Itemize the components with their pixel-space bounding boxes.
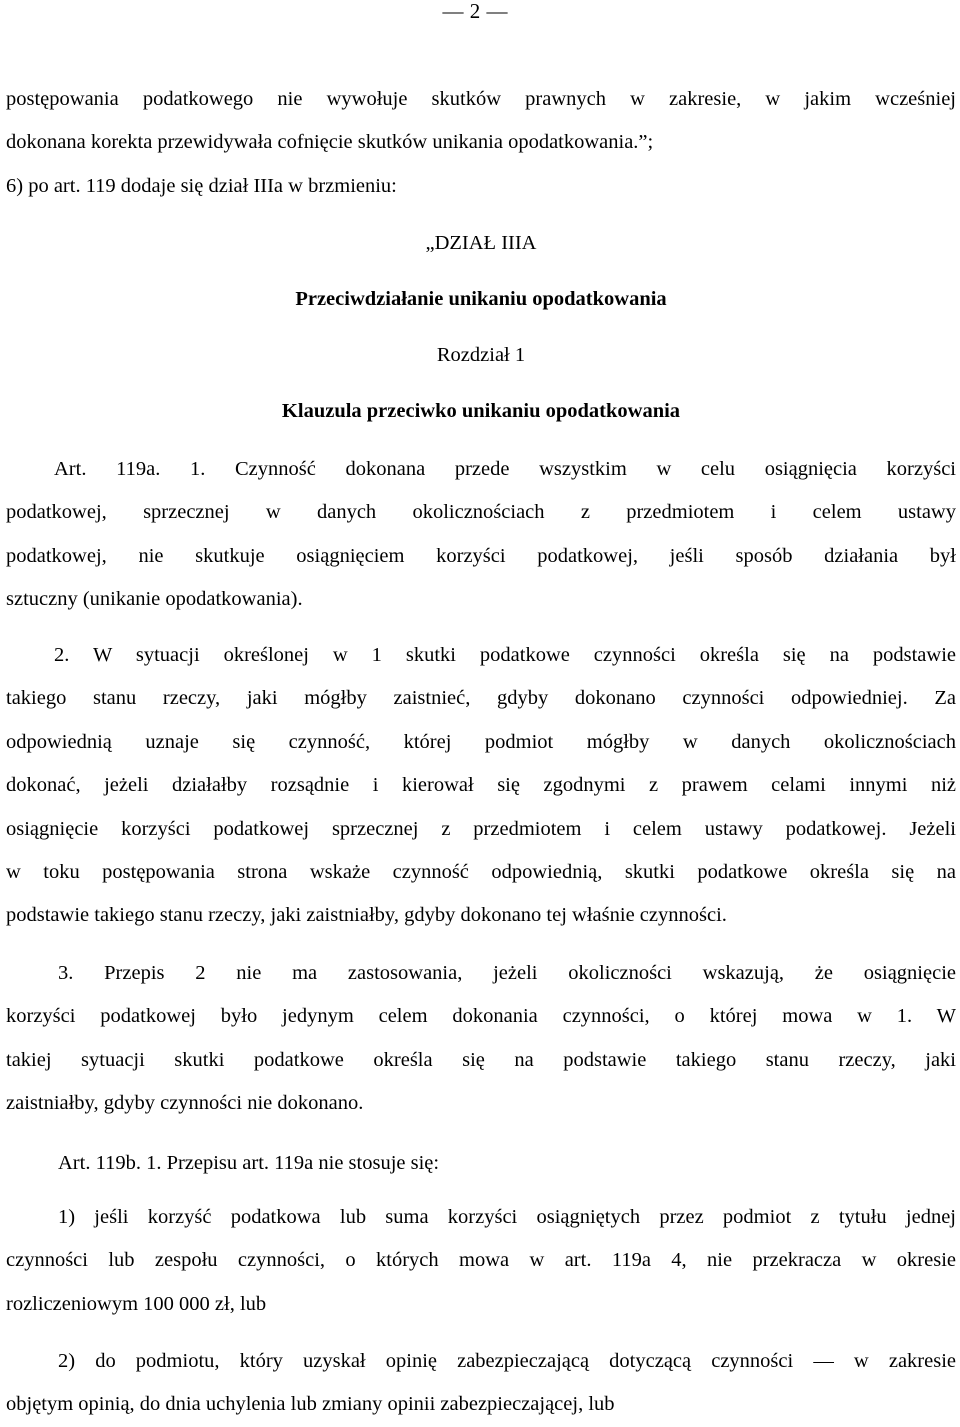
text-line: 6) po art. 119 dodaje się dział IIIa w brzmieniu:	[6, 174, 397, 197]
article-119a-paragraph-1	[6, 448, 956, 622]
intro-paragraph	[6, 78, 956, 208]
article-119a-paragraph-3	[6, 952, 956, 1126]
text-line: 2) do podmiotu, który uzyskał opinię zabezpieczającą dotyczącą czynności — w zakresie	[58, 1350, 956, 1372]
division-subtitle: Przeciwdziałanie unikaniu opodatkowania	[295, 288, 667, 310]
text-line: 2. W sytuacji określonej w 1 skutki podatkowe czynności określa się na podstawie	[54, 644, 956, 666]
text-line: takiego stanu rzeczy, jaki mógłby zaistnieć, gdyby dokonano czynności odpowiedniej. Za	[6, 687, 956, 710]
division-title: „DZIAŁ IIIA	[425, 232, 537, 254]
text-line: sztuczny (unikanie opodatkowania).	[6, 588, 303, 611]
text-line: 1) jeśli korzyść podatkowa lub suma korzyści osiągniętych przez podmiot z tytułu jednej	[58, 1206, 956, 1228]
text-line: objętym opinią, do dnia uchylenia lub zmiany opinii zabezpieczającej, lub	[6, 1393, 615, 1416]
text-line: podatkowej, sprzecznej w danych okolicznościach z przedmiotem i celem ustawy	[6, 501, 956, 524]
article-119b-item-1	[6, 1196, 956, 1326]
text-line: odpowiednią uznaje się czynność, której podmiot mógłby w danych okolicznościach	[6, 730, 956, 753]
text-line: dokonana korekta przewidywała cofnięcie skutków unikania opodatkowania.”;	[6, 131, 654, 154]
chapter-title: Rozdział 1	[436, 344, 526, 366]
text-line: dokonać, jeżeli działałby rozsądnie i kierował się zgodnymi z prawem celami innymi niż	[6, 774, 956, 797]
article-119a-paragraph-2	[6, 634, 956, 938]
text-line: podatkowej, nie skutkuje osiągnięciem korzyści podatkowej, jeśli sposób działania był	[6, 544, 956, 567]
page-number: — 2 —	[442, 0, 508, 23]
text-line: podstawie takiego stanu rzeczy, jaki zaistniałby, gdyby dokonano tej właśnie czynności.	[6, 904, 727, 927]
text-line: rozliczeniowym 100 000 zł, lub	[6, 1292, 267, 1315]
text-line: zaistniałby, gdyby czynności nie dokonano.	[6, 1092, 364, 1115]
chapter-subtitle: Klauzula przeciwko unikaniu opodatkowania	[281, 400, 681, 422]
text-line: w toku postępowania strona wskaże czynność odpowiednią, skutki podatkowe określa się na	[6, 861, 956, 884]
article-119b-item-2	[6, 1340, 956, 1427]
article-119b-intro: Art. 119b. 1. Przepisu art. 119a nie stosuje się:	[58, 1152, 440, 1174]
text-line: osiągnięcie korzyści podatkowej sprzecznej z przedmiotem i celem ustawy podatkowej. Jeżeli	[6, 817, 956, 840]
text-line: Art. 119a. 1. Czynność dokonana przede wszystkim w celu osiągnięcia korzyści	[54, 458, 956, 480]
text-line: korzyści podatkowej było jedynym celem dokonania czynności, o której mowa w 1. W	[6, 1005, 956, 1028]
text-line: 3. Przepis 2 nie ma zastosowania, jeżeli okoliczności wskazują, że osiągnięcie	[58, 962, 956, 984]
text-line: postępowania podatkowego nie wywołuje skutków prawnych w zakresie, w jakim wcześniej	[6, 88, 956, 110]
text-line: czynności lub zespołu czynności, o których mowa w art. 119a 4, nie przekracza w okresie	[6, 1249, 956, 1272]
text-line: takiej sytuacji skutki podatkowe określa się na podstawie takiego stanu rzeczy, jaki	[6, 1048, 956, 1071]
